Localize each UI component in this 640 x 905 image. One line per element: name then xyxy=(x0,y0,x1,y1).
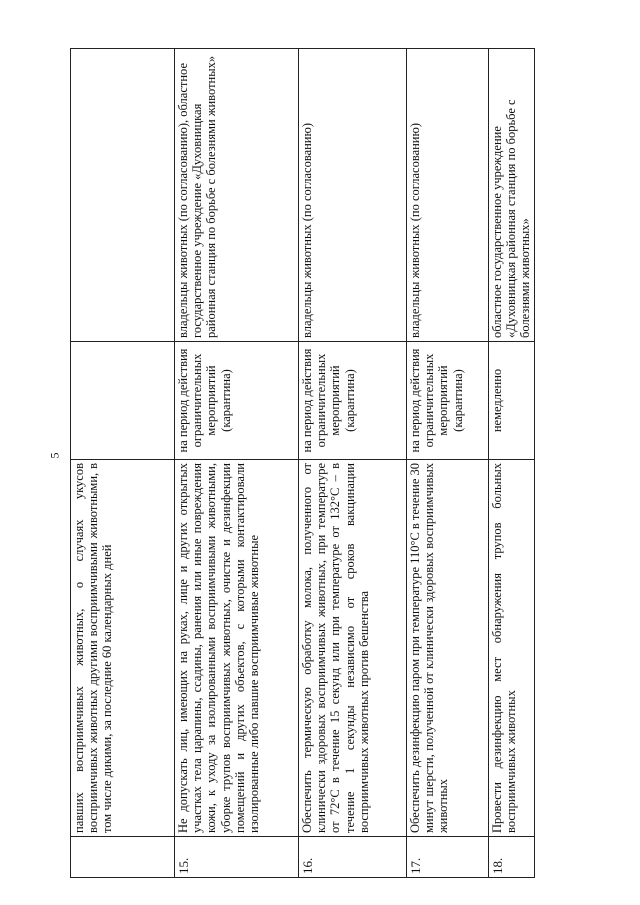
term-cell: на период действия ограничительных мероприятий (карантина) xyxy=(175,342,299,460)
term-cell xyxy=(71,342,175,460)
action-cell: Провести дезинфекцию мест обнаружения трупов больных восприимчивых животных xyxy=(489,460,535,837)
responsible-cell: областное государственное учреждение «Духовницкая районная станция по борьбе с болезнями животных» xyxy=(489,49,535,342)
responsible-cell xyxy=(71,49,175,342)
term-cell: немедленно xyxy=(489,342,535,460)
action-cell: павших восприимчивых животных, о случаях укусов восприимчивых животных другими восприимчивыми животными, в том числе дикими, за последние 60 календарных дней xyxy=(71,460,175,837)
action-cell: Обеспечить дезинфекцию паром при температуре 110°С в течение 30 минут шерсти, полученной от клинически здоровых восприимчивых животных xyxy=(407,460,489,837)
table-row xyxy=(175,49,299,878)
row-number: 16. xyxy=(299,837,407,878)
responsible-cell: владельцы животных (по согласованию) xyxy=(407,49,489,342)
responsible-cell: владельцы животных (по согласованию), областное государственное учреждение «Духовницкая районная станция по борьбе с болезнями животных» xyxy=(175,49,299,342)
action-cell: Обеспечить термическую обработку молока, полученного от клинически здоровых восприимчивых животных, при температуре от 72°С в течение 15 секунд или при температуре от 132°С – в течение 1 секунды независимо от сроков вакцинации восприимчивых животных против бешенства xyxy=(299,460,407,837)
row-number: 17. xyxy=(407,837,489,878)
page-number: 5 xyxy=(47,452,62,459)
term-cell: на период действия ограничительных мероприятий (карантина) xyxy=(299,342,407,460)
action-cell: Не допускать лиц, имеющих на руках, лице и других открытых участках тела царапины, ссадины, ранения или иные повреждения кожи, к уходу за изолированными восприимчивыми животными, уборке трупов восприимчивых животных, очистке и дезинфекции помещений и других объектов, с которыми контактировали изолированные либо павшие восприимчивые животные xyxy=(175,460,299,837)
row-number: 15. xyxy=(175,837,299,878)
rotated-table-container xyxy=(70,48,533,878)
row-number: 18. xyxy=(489,837,535,878)
table-row xyxy=(489,49,535,878)
table-row xyxy=(71,49,175,878)
table-row xyxy=(407,49,489,878)
measures-table xyxy=(70,48,535,878)
responsible-cell: владельцы животных (по согласованию) xyxy=(299,49,407,342)
table-row xyxy=(299,49,407,878)
term-cell: на период действия ограничительных мероприятий (карантина) xyxy=(407,342,489,460)
row-number xyxy=(71,837,175,878)
